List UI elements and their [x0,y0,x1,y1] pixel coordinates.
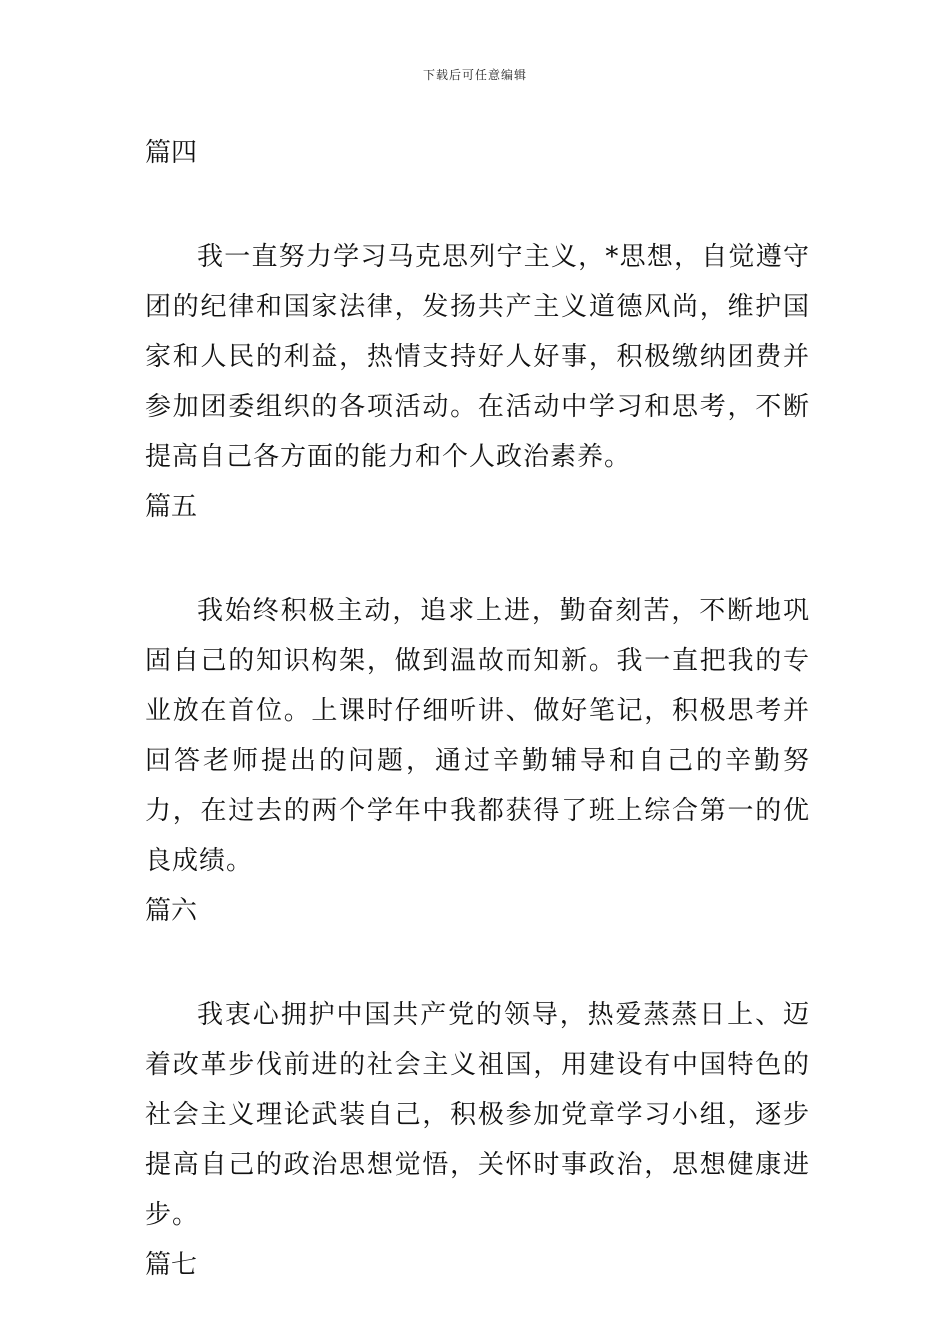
header-note: 下载后可任意编辑 [422,68,527,82]
section-title-7: 篇七 [145,1250,198,1280]
section-paragraph-5: 我始终积极主动，追求上进，勤奋刻苦，不断地巩固自己的知识构架，做到温故而知新。我一直把我的专业放在首位。上课时仔细听讲、做好笔记，积极思考并回答老师提出的问题，通过辛勤辅导和自己的辛勤努力，在过去的两个学年中我都获得了班上综合第一的优良成绩。 [145,596,810,876]
section-title-4: 篇四 [145,138,198,168]
section-title-5: 篇五 [145,492,198,522]
document-body [145,128,810,1290]
section-paragraph-4: 我一直努力学习马克思列宁主义，*思想，自觉遵守团的纪律和国家法律，发扬共产主义道德风尚，维护国家和人民的利益，热情支持好人好事，积极缴纳团费并参加团委组织的各项活动。在活动中学习和思考，不断提高自己各方面的能力和个人政治素养。 [145,242,810,472]
section-gap [145,178,810,232]
section-gap [145,532,810,586]
section-title-6: 篇六 [145,896,198,926]
section-paragraph-6: 我衷心拥护中国共产党的领导，热爱蒸蒸日上、迈着改革步伐前进的社会主义祖国，用建设有中国特色的社会主义理论武装自己，积极参加党章学习小组，逐步提高自己的政治思想觉悟，关怀时事政治，思想健康进步。 [145,1000,810,1230]
section-gap [145,936,810,990]
